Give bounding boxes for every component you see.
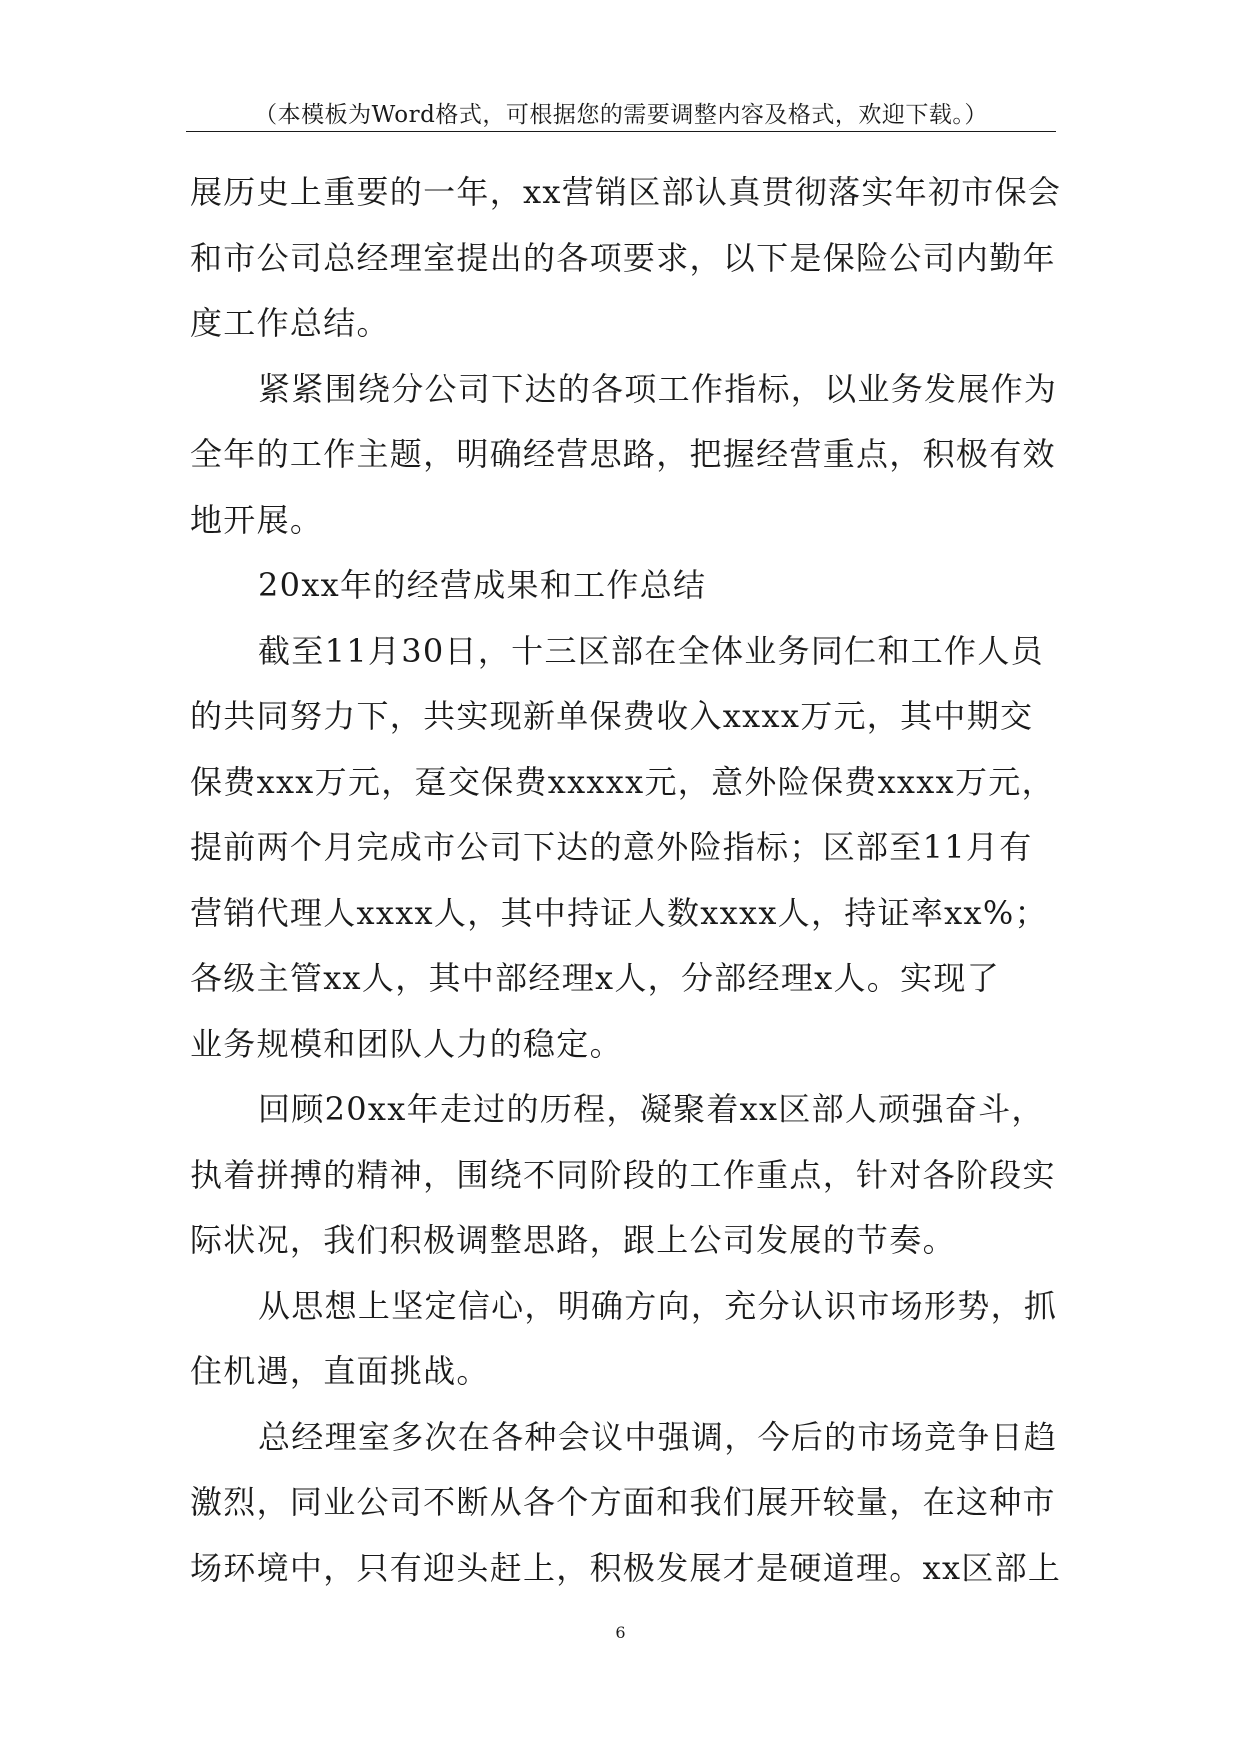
text-line: 的共同努力下，共实现新单保费收入xxxx万元，其中期交 [190, 697, 1034, 735]
text-line: 业务规模和团队人力的稳定。 [190, 1024, 623, 1063]
document-body [190, 160, 1070, 1601]
text-line: 全年的工作主题，明确经营思路，把握经营重点，积极有效 [190, 435, 1056, 473]
text-line: 住机遇，直面挑战。 [190, 1352, 490, 1390]
page-header-note: （本模板为Word格式，可根据您的需要调整内容及格式，欢迎下载。） [254, 102, 988, 128]
text-line: 营销代理人xxxx人，其中持证人数xxxx人，持证率xx%； [190, 893, 1048, 932]
text-line: 执着拼搏的精神，围绕不同阶段的工作重点，针对各阶段实 [190, 1155, 1056, 1194]
text-line: 度工作总结。 [190, 304, 390, 342]
paragraph-first-line: 回顾20xx年走过的历程，凝聚着xx区部人顽强奋斗， [258, 1090, 1045, 1128]
text-line: 和市公司总经理室提出的各项要求，以下是保险公司内勤年 [190, 238, 1056, 277]
text-line: 地开展。 [190, 500, 324, 539]
text-line: 展历史上重要的一年，xx营销区部认真贯彻落实年初市保会 [190, 173, 1062, 211]
paragraph-first-line: 总经理室多次在各种会议中强调，今后的市场竞争日趋 [258, 1417, 1058, 1456]
paragraph-first-line: 从思想上坚定信心，明确方向，充分认识市场形势，抓 [258, 1286, 1058, 1325]
text-line: 场环境中，只有迎头赶上，积极发展才是硬道理。xx区部上 [190, 1548, 1062, 1587]
text-line: 激烈，同业公司不断从各个方面和我们展开较量，在这种市 [190, 1483, 1056, 1521]
text-line: 保费xxx万元，趸交保费xxxxx元，意外险保费xxxx万元， [190, 762, 1055, 801]
paragraph-first-line: 紧紧围绕分公司下达的各项工作指标，以业务发展作为 [258, 369, 1058, 408]
text-line: 各级主管xx人，其中部经理x人，分部经理x人。实现了 [190, 959, 1000, 997]
text-line: 提前两个月完成市公司下达的意外险指标；区部至11月有 [190, 828, 1033, 866]
text-line: 际状况，我们积极调整思路，跟上公司发展的节奏。 [190, 1221, 956, 1259]
header-divider [186, 131, 1056, 132]
paragraph-first-line: 截至11月30日，十三区部在全体业务同仁和工作人员 [258, 631, 1044, 670]
page-number: 6 [615, 1623, 626, 1642]
section-heading: 20xx年的经营成果和工作总结 [258, 566, 707, 604]
